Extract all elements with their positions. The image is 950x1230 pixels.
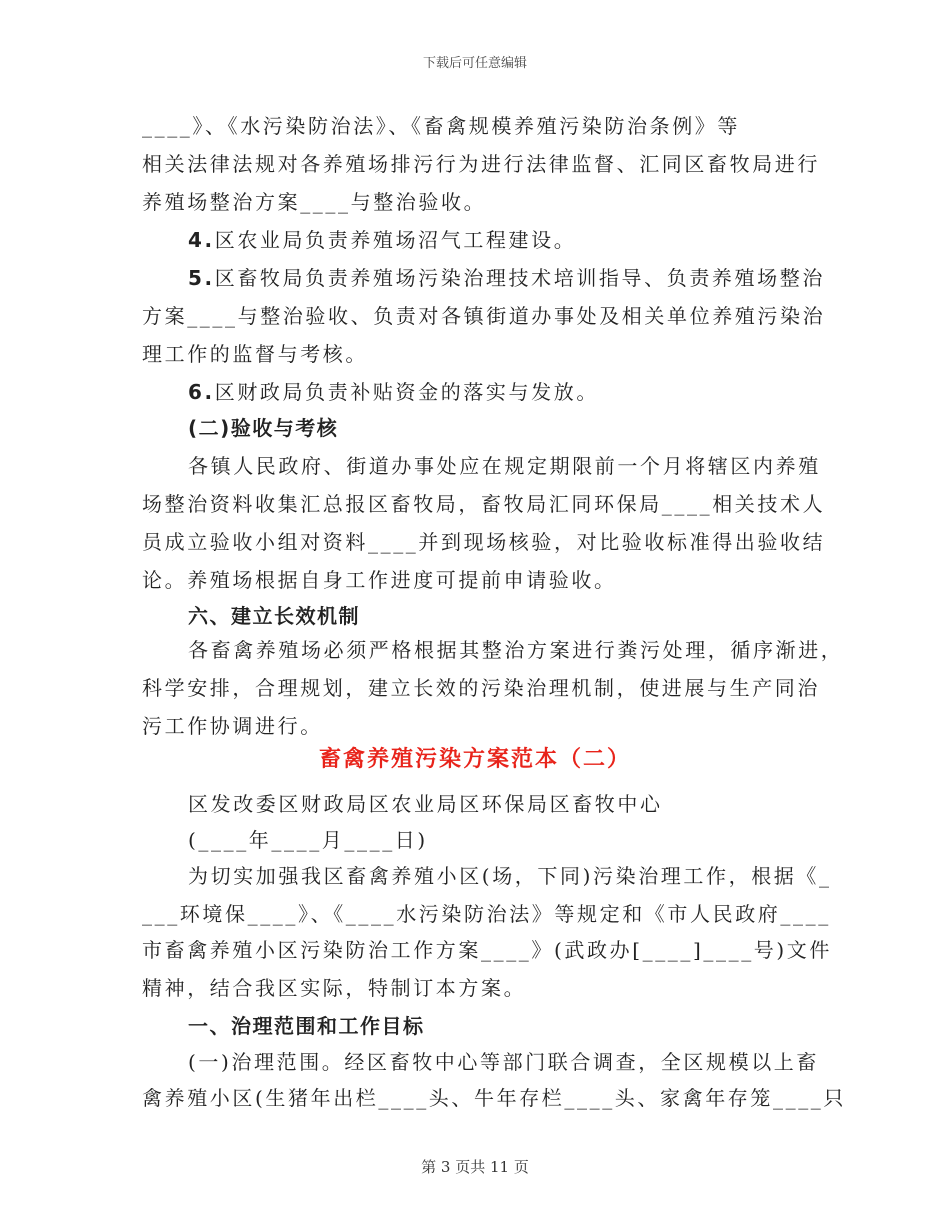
list-text: 区农业局负责养殖场沼气工程建设。 xyxy=(214,228,577,252)
body-line: (____年____月____日) xyxy=(188,828,428,852)
section-heading: 一、治理范围和工作目标 xyxy=(188,1014,425,1038)
body-line: 科学安排，合理规划，建立长效的污染治理机制，使进展与生产同治 xyxy=(142,676,820,700)
body-line: 市畜禽养殖小区污染防治工作方案____》(武政办[____]____号)文件 xyxy=(142,938,833,962)
body-line: (一)治理范围。经区畜牧中心等部门联合调查，全区规模以上畜 xyxy=(188,1050,820,1074)
list-item-6 xyxy=(188,378,599,406)
list-text: 区畜牧局负责养殖场污染治理技术培训指导、负责养殖场整治 xyxy=(214,266,825,290)
list-text: 区财政局负责补贴资金的落实与发放。 xyxy=(214,380,599,404)
body-line: 为切实加强我区畜禽养殖小区(场，下同)污染治理工作，根据《_ xyxy=(188,864,832,888)
body-line: 各畜禽养殖场必须严格根据其整治方案进行粪污处理，循序渐进， xyxy=(188,638,844,662)
body-line: 精神，结合我区实际，特制订本方案。 xyxy=(142,976,527,1000)
list-number: 6. xyxy=(188,380,215,404)
list-item-4 xyxy=(188,226,576,254)
body-line: 养殖场整治方案____与整治验收。 xyxy=(142,190,487,214)
document-title: 畜禽养殖污染方案范本（二） xyxy=(318,747,631,772)
body-line: 场整治资料收集汇总报区畜牧局，畜牧局汇同环保局____相关技术人 xyxy=(142,492,826,516)
body-line: 区发改委区财政局区农业局区环保局区畜牧中心 xyxy=(188,792,663,816)
body-line: 论。养殖场根据自身工作进度可提前申请验收。 xyxy=(142,568,617,592)
body-line: 理工作的监督与考核。 xyxy=(142,342,368,366)
body-line: ____》、《水污染防治法》、《畜禽规模养殖污染防治条例》等 xyxy=(142,114,740,138)
body-line: 禽养殖小区(生猪年出栏____头、牛年存栏____头、家禽年存笼____只 xyxy=(142,1086,847,1110)
list-number: 5. xyxy=(188,266,215,290)
body-line: 各镇人民政府、街道办事处应在规定期限前一个月将辖区内养殖 xyxy=(188,454,821,478)
page-footer: 第 3 页共 11 页 xyxy=(421,1158,529,1176)
body-line: 员成立验收小组对资料____并到现场核验，对比验收标准得出验收结 xyxy=(142,530,826,554)
list-item-5 xyxy=(188,264,825,292)
list-number: 4. xyxy=(188,228,215,252)
body-line: ___环境保____》、《____水污染防治法》等规定和《市人民政府____ xyxy=(142,902,831,926)
body-line: 污工作协调进行。 xyxy=(142,714,323,738)
body-line: 方案____与整治验收、负责对各镇街道办事处及相关单位养殖污染治 xyxy=(142,304,826,328)
section-heading: 六、建立长效机制 xyxy=(188,604,360,628)
body-line: 相关法律法规对各养殖场排污行为进行法律监督、汇同区畜牧局进行 xyxy=(142,152,820,176)
section-heading: (二)验收与考核 xyxy=(188,416,339,440)
page-header: 下载后可任意编辑 xyxy=(422,56,527,71)
